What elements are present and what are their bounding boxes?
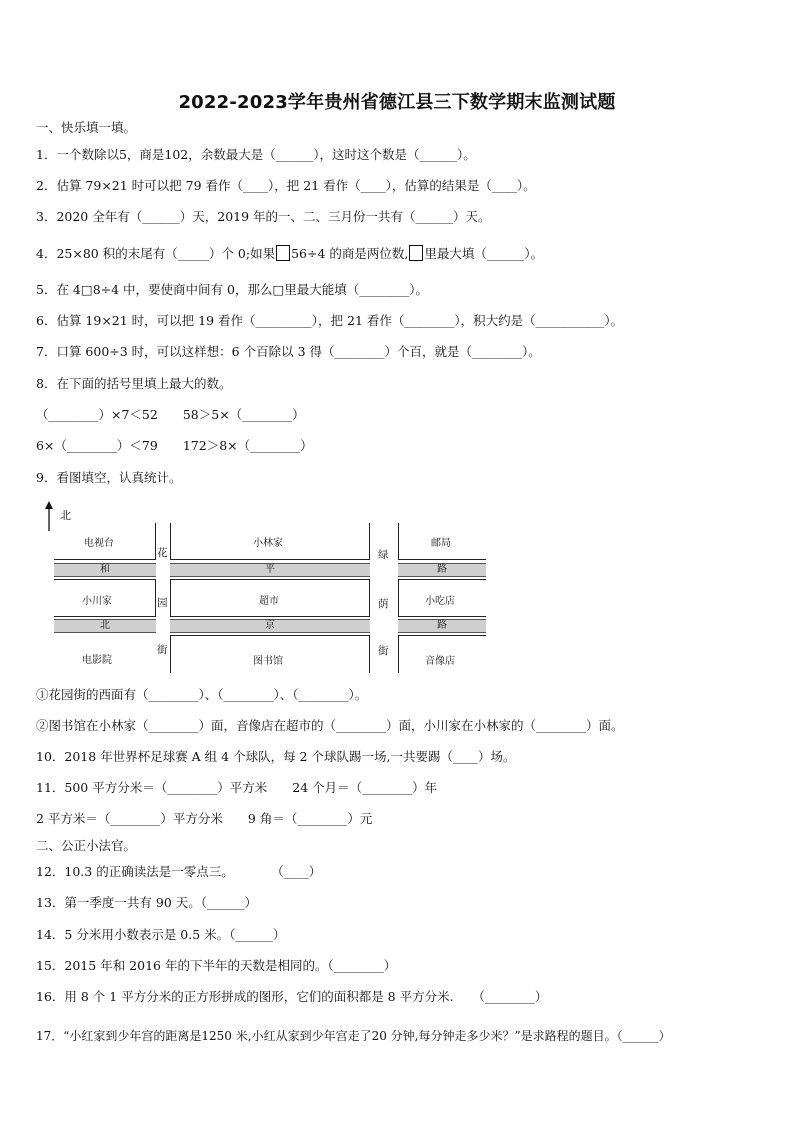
place-tv-station: 电视台: [84, 538, 114, 549]
question-9-part-2: ②图书馆在小林家（________）面，音像店在超市的（________）面，小川家在小林家的（________）面。: [36, 718, 624, 733]
road-beijing-2: 京: [170, 619, 370, 633]
road-heping-2: 平: [170, 563, 370, 577]
question-8-row-1: （________）×7＜52 58＞5×（________）: [36, 407, 305, 422]
road-heping-3: 路: [398, 563, 486, 577]
question-6: 6．估算 19×21 时，可以把 19 看作（_________），把 21 看作（________），积大约是（___________）。: [36, 313, 624, 328]
street-huayuan-3: 街: [157, 644, 168, 656]
question-11-row-2: 2 平方米＝（________）平方分米 9 角＝（________）元: [36, 811, 373, 826]
question-17: 17．“小红家到少年宫的距离是1250 米,小红从家到少年宫走了20 分钟,每分钟走多少米？”是求路程的题目。（______）: [36, 1029, 671, 1043]
question-4-part-a: 4．25×80 积的末尾有（_____）个 0;如果: [36, 246, 276, 261]
question-11-row-1: 11．500 平方分米＝（________）平方米 24 个月＝（________）年: [36, 780, 438, 795]
blank-box-icon: [276, 245, 290, 261]
question-1: 1．一个数除以5，商是102，余数最大是（______），这时这个数是（______）。: [36, 147, 476, 162]
place-xiaolin-home: 小林家: [253, 538, 283, 549]
question-2: 2．估算 79×21 时可以把 79 看作（____），把 21 看作（____），估算的结果是（____）。: [36, 178, 536, 193]
north-label: 北: [60, 509, 71, 522]
question-16: 16．用 8 个 1 平方分米的正方形拼成的图形，它们的面积都是 8 平方分米. （________）: [36, 989, 548, 1004]
place-xiaochuan-home: 小川家: [82, 596, 112, 607]
question-8-row-2: 6×（________）＜79 172＞8×（________）: [36, 438, 313, 453]
question-15: 15．2015 年和 2016 年的下半年的天数是相同的。（________）: [36, 958, 397, 973]
question-12: 12．10.3 的正确读法是一零点三。 （____）: [36, 864, 322, 879]
street-huayuan-2: 园: [157, 597, 168, 609]
block-supermarket: [170, 579, 370, 617]
place-supermarket: 超市: [259, 596, 279, 607]
question-3: 3．2020 全年有（______）天，2019 年的一、二、三月份一共有（______）天。: [36, 209, 491, 224]
question-9-part-1: ①花园街的西面有（________）、（________）、（________）。: [36, 687, 368, 702]
question-4-part-c: 里最大填（______）。: [424, 246, 544, 261]
question-7: 7．口算 600÷3 时，可以这样想：6 个百除以 3 得（________）个百，就是（________）。: [36, 344, 541, 359]
place-post-office: 邮局: [431, 538, 451, 549]
place-music-store: 音像店: [425, 656, 455, 667]
question-4: [36, 245, 543, 262]
street-lvyin-2: 荫: [378, 598, 389, 610]
block-tv-station: [54, 523, 156, 560]
section-heading-2: 二、公正小法官。: [36, 838, 137, 853]
page-title: 2022-2023学年贵州省德江县三下数学期末监测试题: [178, 92, 616, 113]
block-xiaochuan: [54, 579, 156, 617]
road-heping-1: 和: [54, 563, 156, 577]
street-lvyin-1: 绿: [378, 549, 389, 561]
street-lvyin-3: 街: [378, 645, 389, 657]
question-10: 10．2018 年世界杯足球赛 A 组 4 个球队，每 2 个球队踢一场,一共要踢（____）场。: [36, 749, 516, 764]
place-snack-shop: 小吃店: [425, 596, 455, 607]
question-8: 8．在下面的括号里填上最大的数。: [36, 376, 232, 391]
question-4-part-b: 56÷4 的商是两位数,: [291, 246, 409, 261]
block-xiaolin: [170, 523, 370, 560]
block-post-office: [398, 523, 486, 560]
block-snack-shop: [398, 579, 486, 617]
street-map: [36, 497, 496, 677]
place-library: 图书馆: [253, 656, 283, 667]
street-huayuan-1: 花: [157, 547, 168, 559]
question-9: 9．看图填空，认真统计。: [36, 470, 182, 485]
road-beijing-3: 路: [398, 619, 486, 633]
blank-box-icon: [409, 245, 423, 261]
block-music-store: [398, 635, 486, 673]
road-beijing-1: 北: [54, 619, 156, 633]
question-5: 5．在 4□8÷4 中，要使商中间有 0，那么□里最大能填（________）。: [36, 282, 429, 297]
block-library: [170, 635, 370, 673]
place-cinema: 电影院: [82, 655, 112, 666]
block-cinema: [54, 635, 156, 673]
section-heading-1: 一、快乐填一填。: [36, 120, 137, 135]
question-14: 14．5 分米用小数表示是 0.5 米。（______）: [36, 927, 286, 942]
question-13: 13．第一季度一共有 90 天。（______）: [36, 895, 258, 910]
